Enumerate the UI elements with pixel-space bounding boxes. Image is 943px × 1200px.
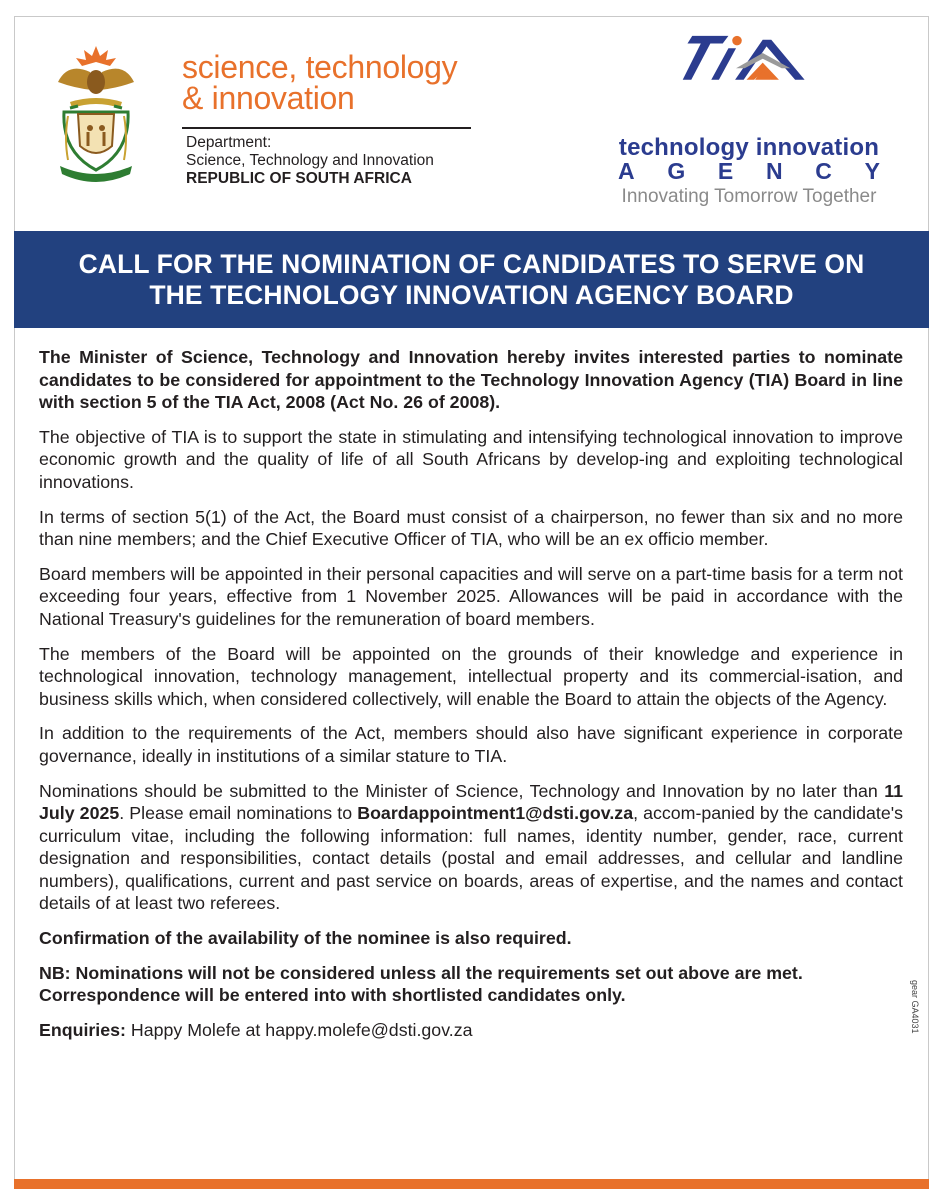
nb-paragraph <box>39 962 903 1007</box>
footer-bar <box>14 1179 929 1189</box>
dsti-wordmark-line2: & innovation <box>182 80 355 116</box>
deadline: 11 July 2025 <box>39 780 903 824</box>
confirmation-paragraph: Confirmation of the availability of the nominee is also required. <box>39 928 572 949</box>
title-line-2: THE TECHNOLOGY INNOVATION AGENCY BOARD <box>149 280 794 310</box>
dept-label: Department: <box>186 134 272 151</box>
tia-name: technology innovation <box>618 134 880 161</box>
intro-paragraph: The Minister of Science, Technology and Innovation hereby invites interested parties to nominate candidates to be considered for appointment to the Technology Innovation Agency (TIA) Board in line with section 5 of the TIA Act, 2008 (Act No. 26 of 2008). <box>39 347 903 413</box>
composition-paragraph: In terms of section 5(1) of the Act, the Board must consist of a chairperson, no fewer than six and no more than nine members; and the Chief Executive Officer of TIA, who will be an ex officio member. <box>39 506 903 550</box>
enquiries-paragraph <box>39 1019 903 1042</box>
nb-line-1: NB: Nominations will not be considered unless all the requirements set out above are met. <box>39 962 803 983</box>
dsti-wordmark-line1: science, technology <box>182 49 458 85</box>
nominations-text: , accom-panied by the candidate's curriculum vitae, including the following information: full names, identity number, gender, race, current designation and responsibilities, contact details (postal and email addresses, and cellular and landline numbers), qualifications, current and past service on boards, areas of expertise, and the names and contact details of at least two referees. <box>39 803 903 914</box>
grounds-paragraph: The members of the Board will be appointed on the grounds of their knowledge and experience in technological innovation, technology management, intellectual property and its commercial-isation, and business skills which, when considered collectively, will enable the Board to attain the objects of the Agency. <box>39 643 903 709</box>
dsti-wordmark <box>182 49 482 116</box>
nominations-text: Nominations should be submitted to the Minister of Science, Technology and Innovation by no later than <box>39 780 885 801</box>
nominations-text: . Please email nominations to <box>119 803 358 824</box>
divider <box>182 127 471 129</box>
department-info <box>186 134 434 188</box>
country-name: REPUBLIC OF SOUTH AFRICA <box>186 170 412 187</box>
tia-logo-icon <box>612 34 882 134</box>
nb-line-2: Correspondence will be entered into with shortlisted candidates only. <box>39 985 626 1006</box>
tia-tagline: Innovating Tomorrow Together <box>621 186 877 207</box>
title-line-1: CALL FOR THE NOMINATION OF CANDIDATES TO SERVE ON <box>78 249 865 279</box>
advert-body <box>39 346 903 1053</box>
title-banner <box>14 231 929 328</box>
governance-paragraph: In addition to the requirements of the Act, members should also have significant experience in corporate governance, ideally in institutions of a similar stature to TIA. <box>39 723 903 766</box>
enquiries-label: Enquiries: <box>39 1019 126 1040</box>
enquiries-contact[interactable]: Happy Molefe at happy.molefe@dsti.gov.za <box>125 1019 473 1040</box>
tia-agency-word: A G E N C Y <box>618 158 880 184</box>
nominations-paragraph <box>39 780 903 916</box>
nomination-email-link[interactable]: Boardappointment1@dsti.gov.za <box>357 803 634 824</box>
dept-name: Science, Technology and Innovation <box>186 152 434 169</box>
terms-paragraph: Board members will be appointed in their personal capacities and will serve on a part-time basis for a term not exceeding four years, effective from 1 November 2025. Allowances will be paid in accordance with the National Treasury's guidelines for the remuneration of board members. <box>39 563 903 629</box>
coat-of-arms-icon <box>48 42 144 192</box>
reference-code: gear GA4031 <box>910 980 920 1034</box>
objective-paragraph: The objective of TIA is to support the state in stimulating and intensifying technological innovation to improve economic growth and the quality of life of all South Africans by develop-ing and exploiting technological innovations. <box>39 426 903 492</box>
